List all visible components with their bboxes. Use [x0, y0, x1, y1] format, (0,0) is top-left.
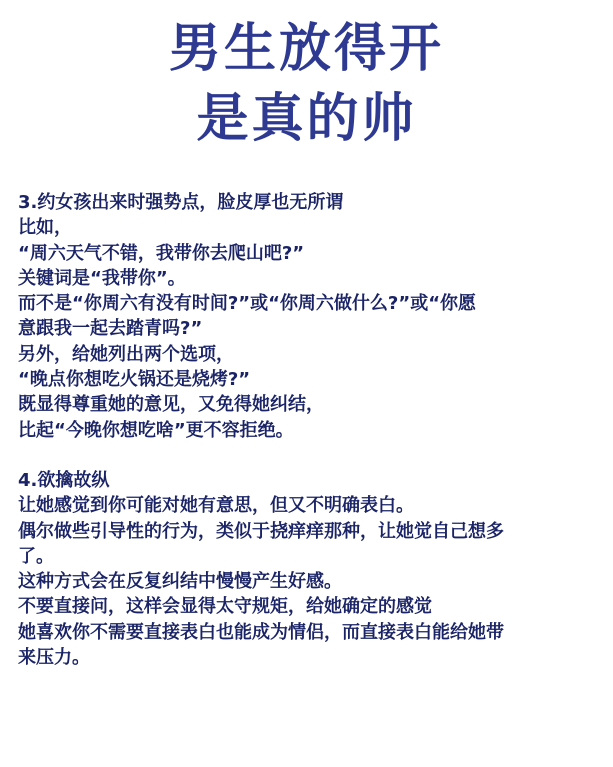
text-line: “晚点你想吃火锅还是烧烤?” — [18, 369, 251, 391]
paragraph-gap — [18, 443, 606, 468]
text-line: 让她感觉到你可能对她有意思，但又不明确表白。 — [18, 495, 414, 517]
text-line: 偶尔做些引导性的行为，类似于挠痒痒那种，让她觉自己想多 — [18, 520, 504, 542]
text-line: 不要直接问，这样会显得太守规矩，给她确定的感觉 — [18, 596, 432, 618]
section-3 — [18, 190, 606, 443]
title-line-2: 是真的帅 — [196, 89, 417, 149]
text-line: 这种方式会在反复纠结中慢慢产生好感。 — [18, 571, 342, 593]
section-4 — [18, 468, 606, 670]
article-body — [18, 190, 606, 670]
text-line: 而不是“你周六有没有时间?”或“你周六做什么?”或“你愿 — [18, 293, 477, 315]
title-line-1: 男生放得开 — [168, 19, 444, 79]
section-4-heading: 4.欲擒故纵 — [18, 469, 110, 491]
text-line: 了。 — [18, 545, 54, 567]
text-line: 意跟我一起去踏青吗?” — [18, 318, 203, 340]
section-3-heading: 3.约女孩出来时强势点，脸皮厚也无所谓 — [18, 192, 344, 213]
text-line: 来压力。 — [18, 647, 90, 669]
text-line: 关键词是“我带你”。 — [18, 267, 186, 289]
text-line: 比如， — [18, 217, 72, 239]
text-line: 她喜欢你不需要直接表白也能成为情侣，而直接表白能给她带 — [18, 621, 504, 643]
text-line: 另外，给她列出两个选项， — [18, 343, 234, 365]
text-line: 比起“今晚你想吃啥”更不容拒绝。 — [18, 419, 294, 441]
text-line: “周六天气不错，我带你去爬山吧?” — [18, 242, 305, 264]
text-line: 既显得尊重她的意见，又免得她纠结， — [18, 394, 324, 416]
page-title — [0, 14, 613, 154]
